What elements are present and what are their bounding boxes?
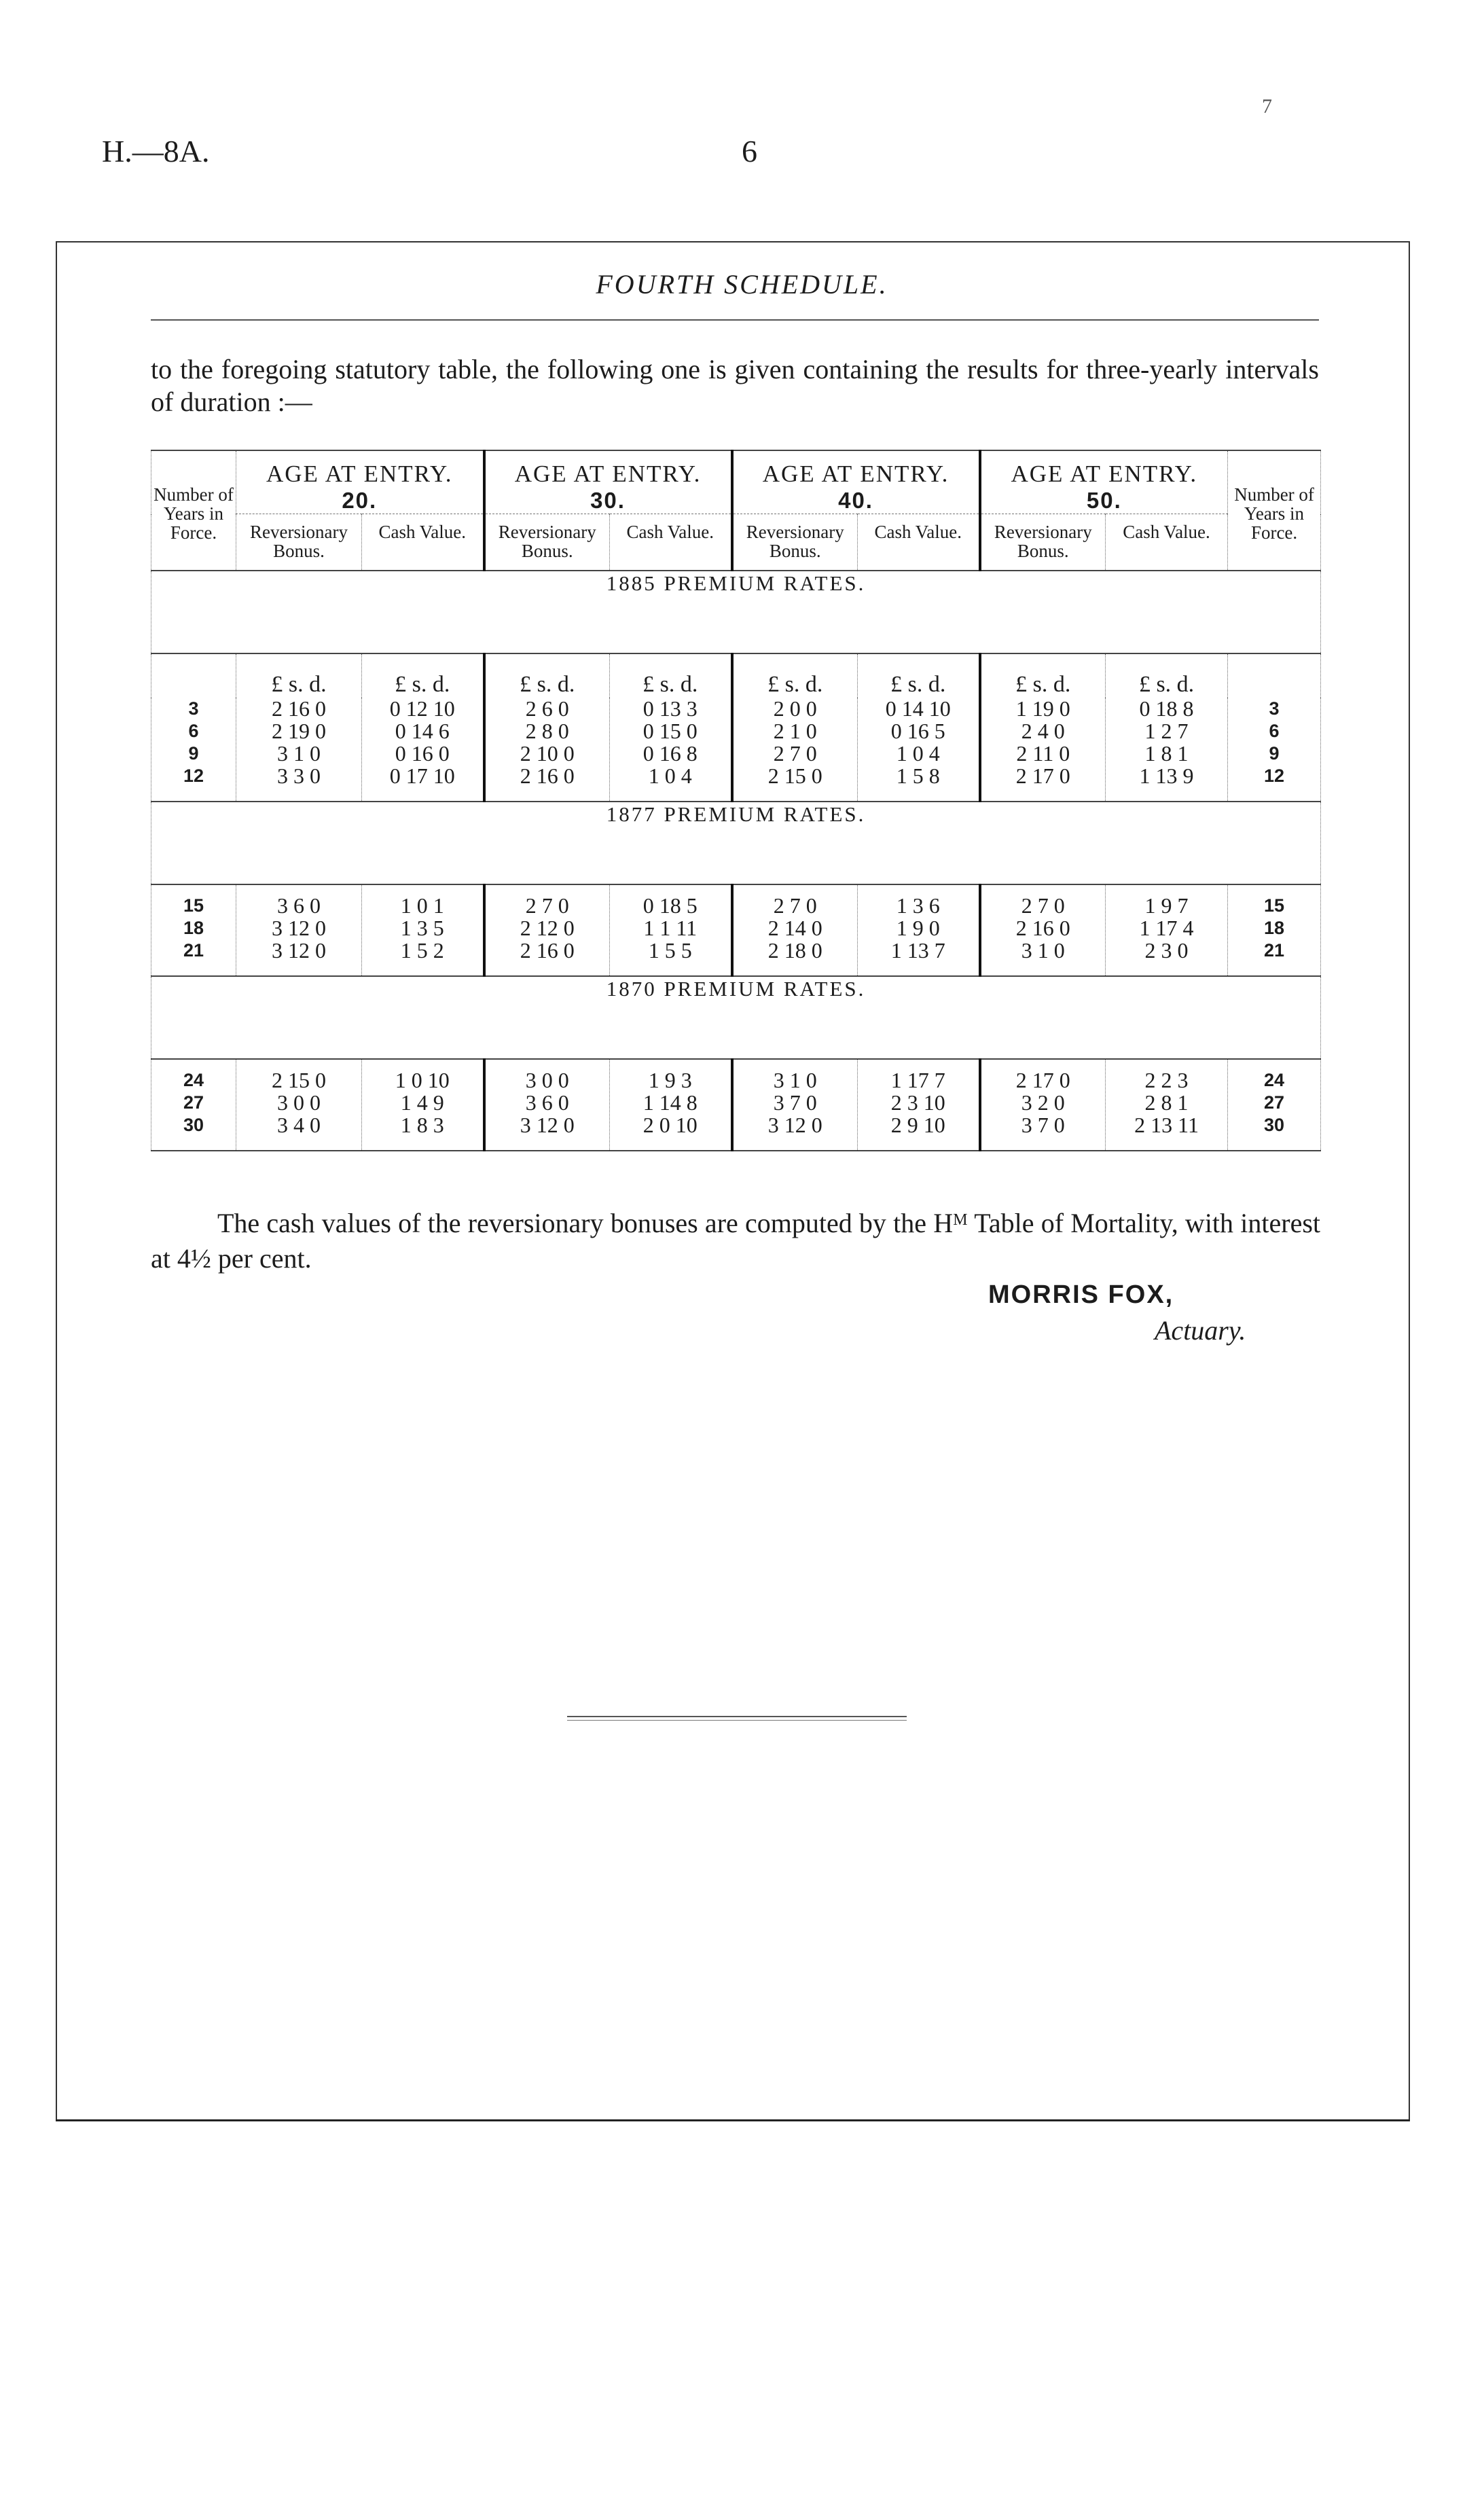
money-units: £ s. d. bbox=[610, 653, 732, 698]
money-value: 2 0 0 bbox=[773, 696, 817, 721]
age-entry-label: AGE AT ENTRY. bbox=[1011, 461, 1198, 487]
value-cell bbox=[236, 698, 362, 802]
value-cell bbox=[362, 1059, 484, 1151]
value-cell bbox=[610, 884, 732, 976]
value-cell bbox=[980, 1059, 1106, 1151]
years-value: 15 bbox=[183, 895, 204, 916]
age-entry-value: 40. bbox=[838, 488, 873, 513]
years-cell bbox=[1228, 698, 1321, 802]
money-units: £ s. d. bbox=[980, 653, 1106, 698]
reversionary-bonus-header: Reversionary Bonus. bbox=[236, 514, 362, 571]
value-cell bbox=[858, 884, 980, 976]
cash-value-header: Cash Value. bbox=[1106, 514, 1228, 571]
age-entry-header-20 bbox=[236, 450, 484, 514]
money-units: £ s. d. bbox=[858, 653, 980, 698]
document-reference: H.—8A. bbox=[102, 134, 210, 168]
money-value: 3 12 0 bbox=[767, 1113, 822, 1137]
section-title-1870: 1870 PREMIUM RATES. bbox=[151, 976, 1321, 1059]
money-value: 2 7 0 bbox=[1021, 893, 1065, 918]
money-value: 1 8 3 bbox=[400, 1113, 444, 1137]
cash-value-header: Cash Value. bbox=[858, 514, 980, 571]
money-value: 3 7 0 bbox=[773, 1090, 817, 1115]
age-entry-label: AGE AT ENTRY. bbox=[514, 461, 702, 487]
years-value: 9 bbox=[188, 743, 199, 764]
reversionary-bonus-header: Reversionary Bonus. bbox=[484, 514, 610, 571]
money-value: 2 16 0 bbox=[1015, 916, 1070, 940]
units-spacer bbox=[151, 653, 236, 698]
years-in-force-header-right: Number of Years in Force. bbox=[1228, 450, 1321, 571]
money-value: 0 13 3 bbox=[643, 696, 698, 721]
years-value: 30 bbox=[183, 1115, 204, 1135]
money-value: 2 16 0 bbox=[520, 938, 575, 963]
money-value: 2 8 1 bbox=[1144, 1090, 1189, 1115]
money-value: 1 0 10 bbox=[395, 1068, 450, 1092]
money-value: 1 19 0 bbox=[1015, 696, 1070, 721]
years-in-force-header-left: Number of Years in Force. bbox=[151, 450, 236, 571]
value-cell bbox=[484, 1059, 610, 1151]
value-cell bbox=[980, 698, 1106, 802]
value-cell bbox=[362, 698, 484, 802]
money-value: 3 4 0 bbox=[277, 1113, 321, 1137]
end-rule bbox=[567, 1716, 907, 1721]
years-value: 24 bbox=[1264, 1070, 1285, 1090]
age-entry-header-40 bbox=[732, 450, 980, 514]
money-value: 3 2 0 bbox=[1021, 1090, 1065, 1115]
money-value: 1 0 1 bbox=[400, 893, 444, 918]
money-value: 2 17 0 bbox=[1015, 1068, 1070, 1092]
years-value: 6 bbox=[1269, 721, 1280, 741]
years-value: 15 bbox=[1264, 895, 1285, 916]
years-value: 30 bbox=[1264, 1115, 1285, 1135]
value-cell bbox=[610, 698, 732, 802]
years-value: 9 bbox=[1269, 743, 1280, 764]
money-value: 2 10 0 bbox=[520, 741, 575, 766]
value-cell bbox=[732, 1059, 858, 1151]
money-value: 1 17 7 bbox=[890, 1068, 945, 1092]
years-value: 21 bbox=[1264, 940, 1285, 961]
money-value: 2 3 10 bbox=[890, 1090, 945, 1115]
money-value: 3 6 0 bbox=[277, 893, 321, 918]
value-cell bbox=[236, 884, 362, 976]
money-value: 2 16 0 bbox=[272, 696, 326, 721]
value-cell bbox=[1106, 884, 1228, 976]
money-value: 2 15 0 bbox=[272, 1068, 326, 1092]
money-value: 1 17 4 bbox=[1139, 916, 1194, 940]
money-value: 0 15 0 bbox=[643, 719, 698, 743]
money-value: 2 18 0 bbox=[767, 938, 822, 963]
value-cell bbox=[732, 698, 858, 802]
money-value: 1 13 7 bbox=[890, 938, 945, 963]
value-cell bbox=[980, 884, 1106, 976]
years-cell bbox=[1228, 884, 1321, 976]
money-value: 1 0 4 bbox=[648, 764, 692, 788]
money-value: 2 12 0 bbox=[520, 916, 575, 940]
money-value: 2 6 0 bbox=[525, 696, 569, 721]
money-value: 1 0 4 bbox=[896, 741, 940, 766]
money-value: 0 18 5 bbox=[643, 893, 698, 918]
reversionary-bonus-header: Reversionary Bonus. bbox=[732, 514, 858, 571]
money-units: £ s. d. bbox=[732, 653, 858, 698]
money-value: 3 0 0 bbox=[277, 1090, 321, 1115]
money-value: 3 1 0 bbox=[773, 1068, 817, 1092]
money-value: 2 14 0 bbox=[767, 916, 822, 940]
intro-paragraph: to the foregoing statutory table, the following one is given containing the results for three-yearly intervals of duration :— bbox=[151, 354, 1319, 417]
value-cell bbox=[1106, 698, 1228, 802]
money-value: 0 16 0 bbox=[395, 741, 450, 766]
section-title-1877: 1877 PREMIUM RATES. bbox=[151, 802, 1321, 884]
money-value: 2 7 0 bbox=[773, 893, 817, 918]
years-value: 6 bbox=[188, 721, 199, 741]
value-cell bbox=[484, 884, 610, 976]
money-value: 2 8 0 bbox=[525, 719, 569, 743]
money-value: 2 16 0 bbox=[520, 764, 575, 788]
section-title-1885: 1885 PREMIUM RATES. bbox=[151, 571, 1321, 653]
years-value: 12 bbox=[1264, 766, 1285, 786]
money-value: 2 13 11 bbox=[1134, 1113, 1199, 1137]
age-entry-value: 50. bbox=[1086, 488, 1122, 513]
money-value: 1 8 1 bbox=[1144, 741, 1189, 766]
value-cell bbox=[732, 884, 858, 976]
money-value: 1 2 7 bbox=[1144, 719, 1189, 743]
money-value: 0 18 8 bbox=[1139, 696, 1194, 721]
footer-note: The cash values of the reversionary bonuses are computed by the Hᴹ Table of Mortality, with interest at 4½ per cent. bbox=[151, 1208, 1320, 1274]
years-value: 3 bbox=[1269, 698, 1280, 719]
money-value: 3 6 0 bbox=[525, 1090, 569, 1115]
reversionary-bonus-header: Reversionary Bonus. bbox=[980, 514, 1106, 571]
value-cell bbox=[610, 1059, 732, 1151]
years-value: 21 bbox=[183, 940, 204, 961]
money-value: 2 15 0 bbox=[767, 764, 822, 788]
years-cell bbox=[151, 884, 236, 976]
money-value: 1 3 6 bbox=[896, 893, 940, 918]
years-value: 18 bbox=[183, 918, 204, 938]
money-value: 1 3 5 bbox=[400, 916, 444, 940]
age-entry-label: AGE AT ENTRY. bbox=[762, 461, 949, 487]
money-value: 2 3 0 bbox=[1144, 938, 1189, 963]
cash-value-header: Cash Value. bbox=[362, 514, 484, 571]
money-value: 1 9 0 bbox=[896, 916, 940, 940]
cash-value-header: Cash Value. bbox=[610, 514, 732, 571]
money-value: 1 5 5 bbox=[648, 938, 692, 963]
money-value: 2 17 0 bbox=[1015, 764, 1070, 788]
money-value: 2 0 10 bbox=[643, 1113, 698, 1137]
schedule-title: FOURTH SCHEDULE. bbox=[596, 269, 888, 300]
units-spacer bbox=[1228, 653, 1321, 698]
years-cell bbox=[1228, 1059, 1321, 1151]
years-value: 3 bbox=[188, 698, 199, 719]
money-value: 0 16 8 bbox=[643, 741, 698, 766]
page-corner-mark: 7 bbox=[1262, 95, 1272, 118]
money-units: £ s. d. bbox=[362, 653, 484, 698]
money-value: 3 3 0 bbox=[277, 764, 321, 788]
money-value: 1 4 9 bbox=[400, 1090, 444, 1115]
money-value: 3 1 0 bbox=[277, 741, 321, 766]
years-value: 27 bbox=[183, 1092, 204, 1113]
money-units: £ s. d. bbox=[1106, 653, 1228, 698]
years-cell bbox=[151, 1059, 236, 1151]
age-entry-header-50 bbox=[980, 450, 1228, 514]
years-value: 12 bbox=[183, 766, 204, 786]
signer-name: MORRIS FOX, bbox=[988, 1280, 1174, 1309]
money-value: 2 7 0 bbox=[773, 741, 817, 766]
money-units: £ s. d. bbox=[236, 653, 362, 698]
money-value: 2 4 0 bbox=[1021, 719, 1065, 743]
money-value: 3 12 0 bbox=[520, 1113, 575, 1137]
money-value: 1 5 2 bbox=[400, 938, 444, 963]
signer-role: Actuary. bbox=[1155, 1315, 1246, 1346]
money-value: 0 16 5 bbox=[890, 719, 945, 743]
age-entry-label: AGE AT ENTRY. bbox=[266, 461, 453, 487]
money-value: 0 14 10 bbox=[885, 696, 951, 721]
money-value: 3 12 0 bbox=[272, 916, 326, 940]
money-units: £ s. d. bbox=[484, 653, 610, 698]
money-value: 2 19 0 bbox=[272, 719, 326, 743]
money-value: 2 1 0 bbox=[773, 719, 817, 743]
bonus-table bbox=[151, 450, 1321, 1151]
money-value: 0 12 10 bbox=[389, 696, 455, 721]
money-value: 1 9 7 bbox=[1144, 893, 1189, 918]
value-cell bbox=[1106, 1059, 1228, 1151]
money-value: 1 5 8 bbox=[896, 764, 940, 788]
money-value: 2 9 10 bbox=[890, 1113, 945, 1137]
age-entry-header-30 bbox=[484, 450, 732, 514]
money-value: 0 17 10 bbox=[389, 764, 455, 788]
page-number: 6 bbox=[742, 134, 757, 168]
value-cell bbox=[236, 1059, 362, 1151]
years-value: 24 bbox=[183, 1070, 204, 1090]
money-value: 3 1 0 bbox=[1021, 938, 1065, 963]
money-value: 1 13 9 bbox=[1139, 764, 1194, 788]
title-rule bbox=[151, 319, 1319, 321]
value-cell bbox=[858, 1059, 980, 1151]
age-entry-value: 20. bbox=[342, 488, 378, 513]
value-cell bbox=[484, 698, 610, 802]
page-frame-bottom-rule bbox=[56, 2119, 1410, 2121]
money-value: 0 14 6 bbox=[395, 719, 450, 743]
years-value: 18 bbox=[1264, 918, 1285, 938]
money-value: 3 7 0 bbox=[1021, 1113, 1065, 1137]
money-value: 1 9 3 bbox=[648, 1068, 692, 1092]
value-cell bbox=[858, 698, 980, 802]
money-value: 2 11 0 bbox=[1016, 741, 1070, 766]
money-value: 3 0 0 bbox=[525, 1068, 569, 1092]
years-cell bbox=[151, 698, 236, 802]
money-value: 2 2 3 bbox=[1144, 1068, 1189, 1092]
age-entry-value: 30. bbox=[590, 488, 626, 513]
money-value: 2 7 0 bbox=[525, 893, 569, 918]
years-value: 27 bbox=[1264, 1092, 1285, 1113]
value-cell bbox=[362, 884, 484, 976]
money-value: 3 12 0 bbox=[272, 938, 326, 963]
money-value: 1 14 8 bbox=[643, 1090, 698, 1115]
money-value: 1 1 11 bbox=[643, 916, 698, 940]
